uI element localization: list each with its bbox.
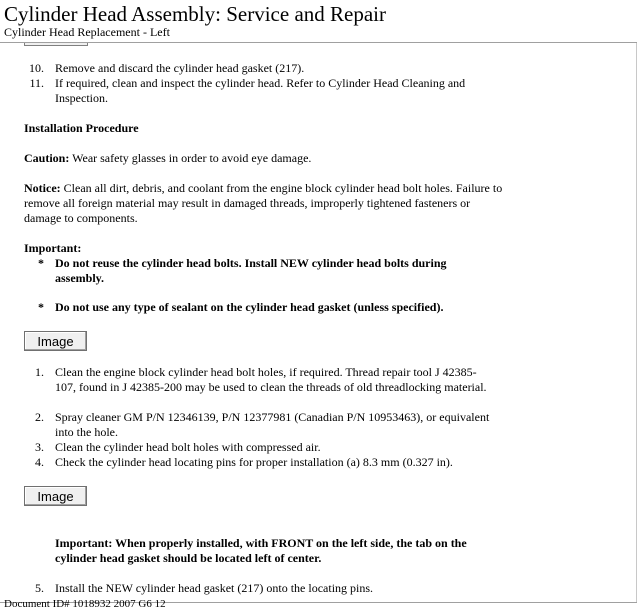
important-bullet-text: Do not reuse the cylinder head bolts. Install NEW cylinder head bolts during assembly. (55, 256, 447, 285)
image-button[interactable]: Image (24, 331, 87, 351)
caution-text: Wear safety glasses in order to avoid eye damage. (69, 151, 312, 165)
important-note (55, 536, 495, 566)
step-text: Clean the engine block cylinder head bolt holes, if required. Thread repair tool J 42385-107, found in J 42385-200 may be used to clean the threads of old threadlocking material. (55, 365, 487, 394)
step-text: Remove and discard the cylinder head gasket (217). (55, 61, 305, 75)
installation-heading: Installation Procedure (24, 121, 139, 135)
bullet-glyph: * (38, 256, 44, 270)
document-footer (0, 598, 637, 610)
notice-text: Clean all dirt, debris, and coolant from the engine block cylinder head bolt holes. Failure to remove all foreign material may result in damaged threads, improperly tightened fasteners or damage to components. (24, 181, 503, 225)
step-number: 10. (29, 61, 44, 75)
step-number: 3. (35, 440, 44, 454)
document-header (0, 0, 637, 43)
important-label: Important: (55, 536, 113, 550)
notice-label: Notice: (24, 181, 61, 195)
step-text: Check the cylinder head locating pins for proper installation (a) 8.3 mm (0.327 in). (55, 455, 453, 469)
step-number: 2. (35, 410, 44, 424)
page-subtitle: Cylinder Head Replacement - Left (4, 25, 170, 39)
step-text: If required, clean and inspect the cylinder head. Refer to Cylinder Head Cleaning and Inspection. (55, 76, 466, 105)
step-number: 4. (35, 455, 44, 469)
page-title: Cylinder Head Assembly: Service and Repair (4, 2, 386, 26)
important-bullet-text: Do not use any type of sealant on the cylinder head gasket (unless specified). (55, 300, 444, 314)
document-body (0, 42, 637, 602)
caution-note (24, 151, 524, 166)
step-number: 11. (29, 76, 44, 90)
step-text: Clean the cylinder head bolt holes with compressed air. (55, 440, 321, 454)
important-label: Important: (24, 241, 82, 255)
bullet-glyph: * (38, 300, 44, 314)
notice-note (24, 181, 506, 226)
footer-text: Document ID# 1018932 2007 G6 12 (4, 598, 166, 610)
step-text: Spray cleaner GM P/N 12346139, P/N 12377981 (Canadian P/N 10953463), or equivalent into the hole. (55, 410, 490, 439)
image-button[interactable]: Image (24, 486, 87, 506)
step-number: 1. (35, 365, 44, 379)
step-text: Install the NEW cylinder head gasket (217) onto the locating pins. (55, 581, 374, 595)
step-number: 5. (35, 581, 44, 595)
important-text: When properly installed, with FRONT on the left side, the tab on the cylinder head gasket should be located left of center. (55, 536, 467, 565)
caution-label: Caution: (24, 151, 70, 165)
